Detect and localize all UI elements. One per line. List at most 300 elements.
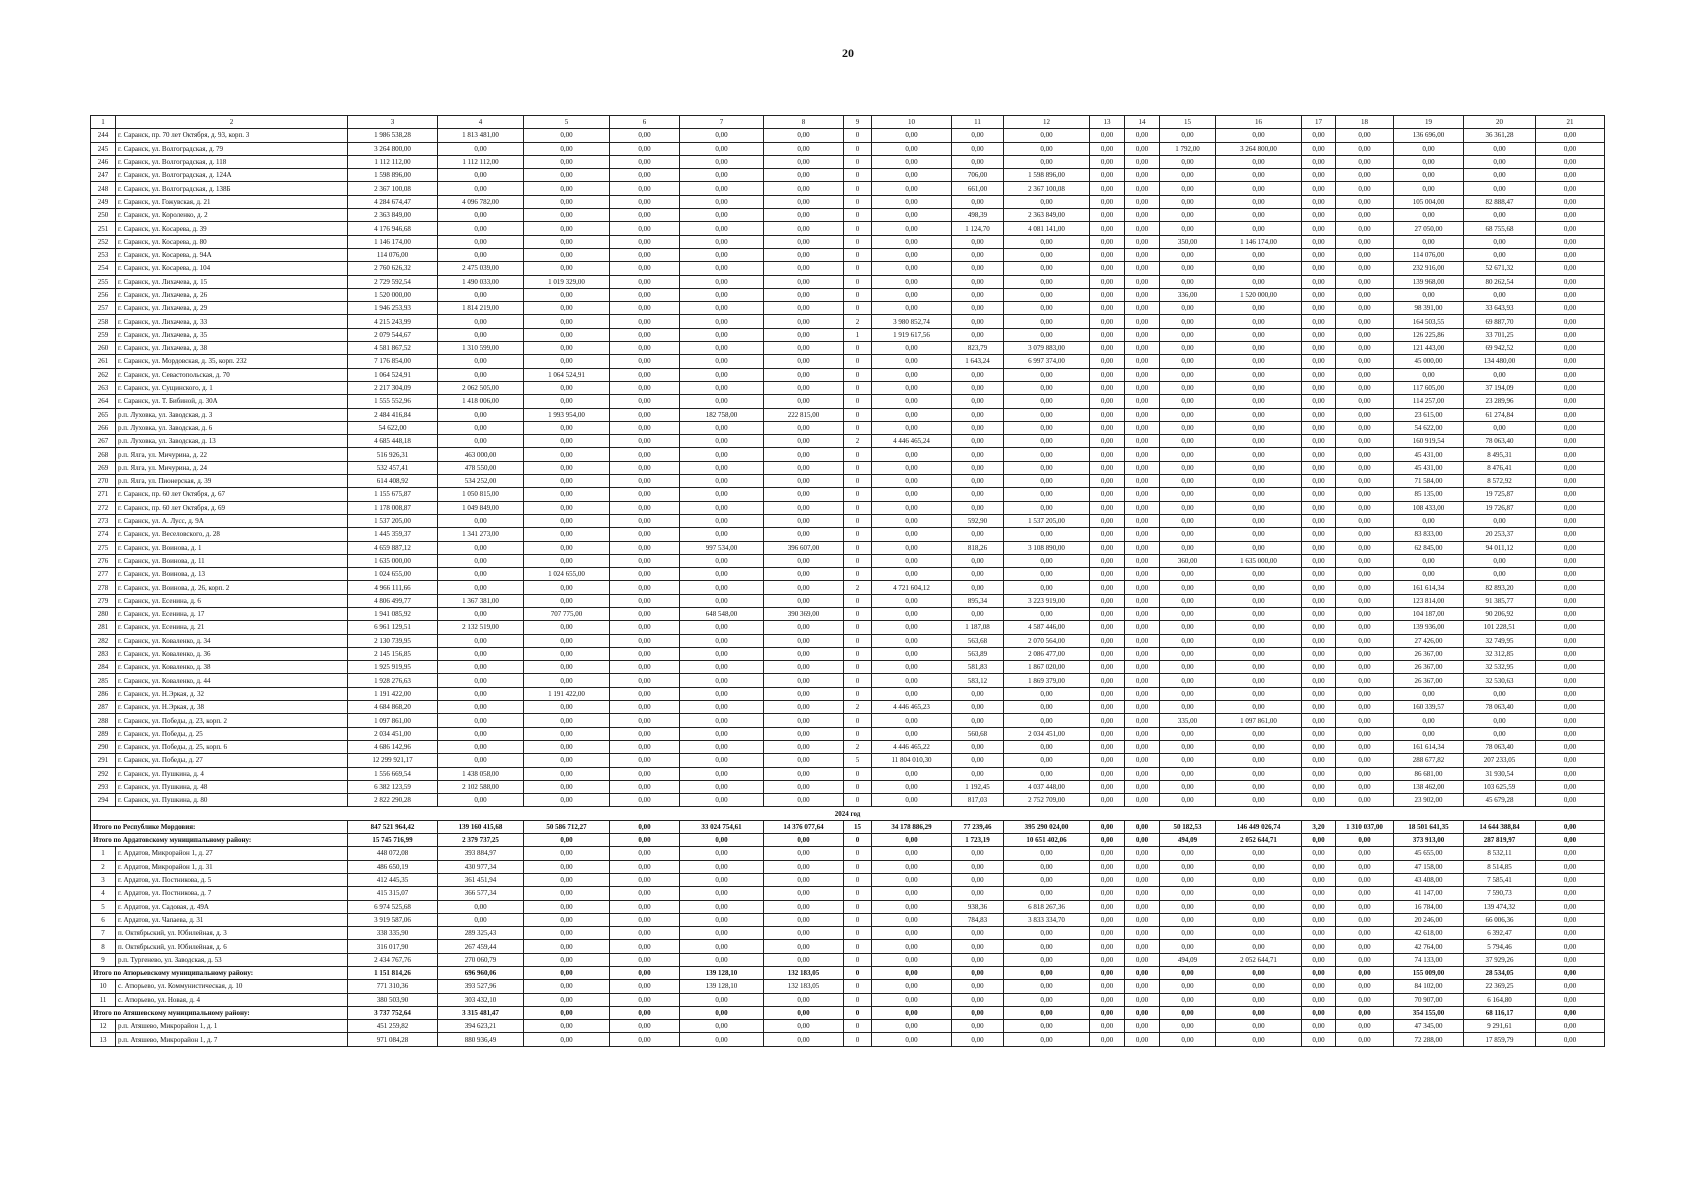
value-cell: 0,00: [1004, 262, 1090, 275]
value-cell: 0,00: [1160, 155, 1216, 168]
value-cell: 0,00: [1004, 328, 1090, 341]
value-cell: 0,00: [1536, 541, 1605, 554]
value-cell: 0,00: [438, 222, 524, 235]
value-cell: 2: [844, 581, 872, 594]
value-cell: 0,00: [1160, 740, 1216, 753]
value-cell: 0,00: [1125, 541, 1160, 554]
subtotal-cell: 0,00: [1536, 1006, 1605, 1019]
subtotal-cell: 132 183,05: [764, 967, 844, 980]
address-cell: г. Саранск, ул. Пушкина, д. 48: [116, 780, 348, 793]
value-cell: 0,00: [1336, 381, 1394, 394]
value-cell: 8 532,11: [1464, 847, 1536, 860]
value-cell: 0,00: [1336, 248, 1394, 261]
value-cell: 0,00: [1336, 780, 1394, 793]
value-cell: 8 572,92: [1464, 475, 1536, 488]
value-cell: 0,00: [1336, 701, 1394, 714]
value-cell: 0,00: [952, 554, 1004, 567]
value-cell: 1 598 896,00: [1004, 169, 1090, 182]
value-cell: 0,00: [1090, 129, 1125, 142]
value-cell: 0,00: [1336, 195, 1394, 208]
value-cell: 0,00: [1090, 342, 1125, 355]
row-number: 2: [91, 860, 116, 873]
address-cell: г. Саранск, ул. Пушкина, д. 4: [116, 767, 348, 780]
value-cell: 0,00: [1004, 408, 1090, 421]
value-cell: 0,00: [610, 687, 680, 700]
subtotal-cell: 3,20: [1302, 820, 1336, 833]
value-cell: 0,00: [1302, 687, 1336, 700]
subtotal-cell: 0,00: [1302, 834, 1336, 847]
value-cell: 0,00: [524, 940, 610, 953]
subtotal-cell: 0,00: [1125, 1006, 1160, 1019]
value-cell: 0,00: [1216, 607, 1302, 620]
value-cell: 0,00: [1302, 594, 1336, 607]
value-cell: 0,00: [610, 475, 680, 488]
value-cell: 0,00: [1336, 740, 1394, 753]
value-cell: 0,00: [1160, 634, 1216, 647]
value-cell: 0,00: [1160, 248, 1216, 261]
value-cell: 0,00: [1216, 900, 1302, 913]
value-cell: 0,00: [1125, 315, 1160, 328]
value-cell: 0,00: [1125, 514, 1160, 527]
value-cell: 0,00: [764, 873, 844, 886]
value-cell: 0,00: [1216, 435, 1302, 448]
subtotal-cell: 0: [844, 1006, 872, 1019]
value-cell: 581,83: [952, 661, 1004, 674]
value-cell: 0,00: [1216, 767, 1302, 780]
value-cell: 0,00: [764, 222, 844, 235]
subtotal-cell: 847 521 964,42: [348, 820, 438, 833]
value-cell: 0,00: [1160, 368, 1216, 381]
value-cell: 86 681,00: [1394, 767, 1464, 780]
value-cell: 0,00: [1090, 927, 1125, 940]
value-cell: 1 490 033,00: [438, 275, 524, 288]
column-number: 5: [524, 116, 610, 129]
value-cell: 0,00: [1336, 129, 1394, 142]
value-cell: 0,00: [1336, 488, 1394, 501]
value-cell: 0,00: [1302, 195, 1336, 208]
subtotal-cell: 0,00: [524, 1006, 610, 1019]
value-cell: 0,00: [1302, 847, 1336, 860]
value-cell: 0,00: [610, 288, 680, 301]
value-cell: 0,00: [524, 714, 610, 727]
value-cell: 0,00: [1536, 488, 1605, 501]
value-cell: 0,00: [610, 342, 680, 355]
value-cell: 0,00: [872, 847, 952, 860]
value-cell: 0,00: [1336, 754, 1394, 767]
value-cell: 0,00: [1004, 435, 1090, 448]
value-cell: 0,00: [952, 501, 1004, 514]
value-cell: 0,00: [1004, 980, 1090, 993]
value-cell: 0: [844, 155, 872, 168]
value-cell: 0,00: [1216, 315, 1302, 328]
value-cell: 4 659 887,12: [348, 541, 438, 554]
table-row: [91, 129, 1605, 142]
address-cell: р.п. Луховка, ул. Заводская, д. 6: [116, 421, 348, 434]
value-cell: 0,00: [1090, 727, 1125, 740]
row-number: 5: [91, 900, 116, 913]
value-cell: 0,00: [524, 1033, 610, 1046]
value-cell: 104 187,00: [1394, 607, 1464, 620]
value-cell: 0,00: [1216, 209, 1302, 222]
address-cell: г. Саранск, ул. Лихачева, д. 29: [116, 302, 348, 315]
value-cell: 0,00: [1536, 767, 1605, 780]
value-cell: 0,00: [1090, 701, 1125, 714]
value-cell: 0,00: [524, 701, 610, 714]
value-cell: 0,00: [680, 262, 764, 275]
value-cell: 0,00: [872, 248, 952, 261]
value-cell: 448 072,08: [348, 847, 438, 860]
value-cell: 0,00: [1125, 142, 1160, 155]
value-cell: 1 024 655,00: [524, 568, 610, 581]
table-row: [91, 514, 1605, 527]
value-cell: 0,00: [524, 860, 610, 873]
value-cell: 0,00: [872, 953, 952, 966]
value-cell: 0,00: [764, 488, 844, 501]
subtotal-cell: 0,00: [1125, 834, 1160, 847]
value-cell: 0,00: [952, 607, 1004, 620]
address-cell: г. Саранск, ул. А. Лусс, д. 9А: [116, 514, 348, 527]
subtotal-cell: 139 128,10: [680, 967, 764, 980]
value-cell: 0: [844, 222, 872, 235]
value-cell: 0,00: [1216, 368, 1302, 381]
subtotal-cell: 155 009,00: [1394, 967, 1464, 980]
value-cell: 0,00: [952, 435, 1004, 448]
value-cell: 0,00: [524, 847, 610, 860]
value-cell: 43 408,00: [1394, 873, 1464, 886]
value-cell: 361 451,94: [438, 873, 524, 886]
value-cell: 0,00: [1216, 887, 1302, 900]
value-cell: 0,00: [1160, 727, 1216, 740]
value-cell: 0,00: [1004, 248, 1090, 261]
value-cell: 0,00: [524, 873, 610, 886]
value-cell: 0,00: [1160, 275, 1216, 288]
value-cell: 0,00: [764, 368, 844, 381]
value-cell: 47 345,00: [1394, 1020, 1464, 1033]
value-cell: 23 902,00: [1394, 794, 1464, 807]
table-row: [91, 621, 1605, 634]
value-cell: 0,00: [1302, 980, 1336, 993]
value-cell: 0,00: [1536, 1020, 1605, 1033]
value-cell: 0,00: [1125, 873, 1160, 886]
value-cell: 0,00: [1125, 554, 1160, 567]
value-cell: 0,00: [1302, 993, 1336, 1006]
value-cell: 0,00: [1004, 275, 1090, 288]
address-cell: р.п. Тургенево, ул. Заводская, д. 53: [116, 953, 348, 966]
value-cell: 0,00: [764, 302, 844, 315]
value-cell: 1 555 552,96: [348, 395, 438, 408]
value-cell: 592,90: [952, 514, 1004, 527]
value-cell: 0,00: [1536, 953, 1605, 966]
value-cell: 19 726,87: [1464, 501, 1536, 514]
value-cell: 0,00: [1160, 435, 1216, 448]
value-cell: 6 164,80: [1464, 993, 1536, 1006]
value-cell: 0,00: [1536, 661, 1605, 674]
value-cell: 0,00: [1464, 288, 1536, 301]
value-cell: 0,00: [1090, 568, 1125, 581]
value-cell: 0,00: [1090, 607, 1125, 620]
value-cell: 0,00: [872, 395, 952, 408]
value-cell: 0,00: [1336, 302, 1394, 315]
value-cell: 0,00: [438, 435, 524, 448]
value-cell: 91 385,77: [1464, 594, 1536, 607]
value-cell: 0,00: [952, 767, 1004, 780]
value-cell: 0,00: [1125, 661, 1160, 674]
address-cell: г. Саранск, ул. Победы, д. 25, корп. 6: [116, 740, 348, 753]
value-cell: 105 004,00: [1394, 195, 1464, 208]
address-cell: г. Саранск, ул. Воинова, д. 1: [116, 541, 348, 554]
value-cell: 0,00: [764, 235, 844, 248]
value-cell: 0,00: [1536, 754, 1605, 767]
subtotal-cell: 0,00: [1536, 834, 1605, 847]
value-cell: 0,00: [764, 395, 844, 408]
value-cell: 478 550,00: [438, 461, 524, 474]
table-row: [91, 408, 1605, 421]
value-cell: 0,00: [1216, 687, 1302, 700]
value-cell: 0,00: [524, 262, 610, 275]
value-cell: 0,00: [1336, 1020, 1394, 1033]
value-cell: 2 822 290,28: [348, 794, 438, 807]
value-cell: 0,00: [680, 142, 764, 155]
value-cell: 0: [844, 953, 872, 966]
value-cell: 0,00: [1160, 262, 1216, 275]
value-cell: 0,00: [610, 873, 680, 886]
value-cell: 0,00: [438, 368, 524, 381]
value-cell: 0,00: [1536, 847, 1605, 860]
value-cell: 0,00: [610, 594, 680, 607]
value-cell: 1 792,00: [1160, 142, 1216, 155]
value-cell: 0,00: [680, 847, 764, 860]
value-cell: 1 635 000,00: [348, 554, 438, 567]
value-cell: 1 367 381,00: [438, 594, 524, 607]
value-cell: 0,00: [1536, 209, 1605, 222]
value-cell: 0: [844, 661, 872, 674]
value-cell: 0,00: [764, 514, 844, 527]
value-cell: 0,00: [1536, 315, 1605, 328]
value-cell: 0: [844, 355, 872, 368]
value-cell: 0,00: [1536, 195, 1605, 208]
value-cell: 0,00: [872, 169, 952, 182]
value-cell: 0,00: [1160, 1020, 1216, 1033]
value-cell: 0,00: [764, 475, 844, 488]
subtotal-label: Итого по Ардатовскому муниципальному району:: [91, 834, 348, 847]
value-cell: 0,00: [438, 674, 524, 687]
subtotal-cell: 139 160 415,68: [438, 820, 524, 833]
value-cell: 0,00: [1090, 262, 1125, 275]
value-cell: 563,89: [952, 647, 1004, 660]
value-cell: 0,00: [1216, 568, 1302, 581]
value-cell: 0,00: [1536, 169, 1605, 182]
address-cell: г. Саранск, ул. Волгоградская, д. 79: [116, 142, 348, 155]
value-cell: 661,00: [952, 182, 1004, 195]
value-cell: 0,00: [1090, 794, 1125, 807]
value-cell: 0,00: [524, 621, 610, 634]
value-cell: 0,00: [438, 355, 524, 368]
address-cell: р.п. Ялга, ул. Мичурина, д. 24: [116, 461, 348, 474]
value-cell: 0,00: [610, 621, 680, 634]
address-cell: г. Саранск, ул. Сущинского, д. 1: [116, 381, 348, 394]
value-cell: 78 063,40: [1464, 701, 1536, 714]
value-cell: 4 284 674,47: [348, 195, 438, 208]
value-cell: 0,00: [680, 661, 764, 674]
value-cell: 0,00: [1394, 727, 1464, 740]
value-cell: 0,00: [524, 395, 610, 408]
row-number: 10: [91, 980, 116, 993]
value-cell: 0: [844, 448, 872, 461]
subtotal-cell: 3 737 752,64: [348, 1006, 438, 1019]
subtotal-cell: 0,00: [872, 1006, 952, 1019]
value-cell: 0,00: [1125, 381, 1160, 394]
value-cell: 0,00: [610, 248, 680, 261]
value-cell: 0,00: [680, 501, 764, 514]
value-cell: 2 070 564,00: [1004, 634, 1090, 647]
value-cell: 0,00: [764, 661, 844, 674]
value-cell: 1 813 481,00: [438, 129, 524, 142]
value-cell: 161 614,34: [1394, 581, 1464, 594]
value-cell: 0,00: [872, 209, 952, 222]
value-cell: 1 867 020,00: [1004, 661, 1090, 674]
value-cell: 0,00: [1125, 328, 1160, 341]
value-cell: 0,00: [764, 913, 844, 926]
value-cell: 3 919 587,06: [348, 913, 438, 926]
value-cell: 0,00: [872, 155, 952, 168]
address-cell: г. Саранск, ул. Воинова, д. 13: [116, 568, 348, 581]
address-cell: п. Октябрьский, ул. Юбилейная, д. 3: [116, 927, 348, 940]
value-cell: 0,00: [1302, 355, 1336, 368]
subtotal-cell: 0,00: [1216, 967, 1302, 980]
value-cell: 0,00: [1536, 701, 1605, 714]
value-cell: 0,00: [1216, 475, 1302, 488]
value-cell: 0,00: [1125, 461, 1160, 474]
value-cell: 0,00: [680, 860, 764, 873]
value-cell: 0,00: [1302, 554, 1336, 567]
value-cell: 0,00: [1302, 288, 1336, 301]
value-cell: 12 299 921,17: [348, 754, 438, 767]
value-cell: 614 408,92: [348, 475, 438, 488]
subtotal-cell: 0,00: [1302, 967, 1336, 980]
value-cell: 0,00: [1160, 568, 1216, 581]
value-cell: 0,00: [1216, 594, 1302, 607]
address-cell: г. Саранск, ул. Веселовского, д. 28: [116, 528, 348, 541]
value-cell: 0,00: [610, 461, 680, 474]
value-cell: 0,00: [1302, 953, 1336, 966]
value-cell: 0,00: [524, 315, 610, 328]
subtotal-cell: 15: [844, 820, 872, 833]
value-cell: 2: [844, 435, 872, 448]
subtotal-cell: 146 449 026,74: [1216, 820, 1302, 833]
value-cell: 117 605,00: [1394, 381, 1464, 394]
value-cell: 0,00: [680, 754, 764, 767]
value-cell: 0,00: [1090, 328, 1125, 341]
row-number: 253: [91, 248, 116, 261]
value-cell: 0,00: [1004, 607, 1090, 620]
value-cell: 0,00: [1216, 754, 1302, 767]
value-cell: 0,00: [952, 155, 1004, 168]
row-number: 294: [91, 794, 116, 807]
value-cell: 0,00: [1160, 488, 1216, 501]
address-cell: с. Атюрьево, ул. Новая, д. 4: [116, 993, 348, 1006]
value-cell: 36 361,28: [1464, 129, 1536, 142]
value-cell: 0: [844, 129, 872, 142]
value-cell: 0,00: [1004, 554, 1090, 567]
value-cell: 0,00: [872, 714, 952, 727]
column-number: 13: [1090, 116, 1125, 129]
value-cell: 2 367 100,08: [348, 182, 438, 195]
subtotal-cell: 0,00: [680, 1006, 764, 1019]
value-cell: 114 076,00: [348, 248, 438, 261]
value-cell: 0,00: [610, 887, 680, 900]
value-cell: 2 034 451,00: [348, 727, 438, 740]
value-cell: 0,00: [1464, 687, 1536, 700]
value-cell: 0,00: [680, 568, 764, 581]
value-cell: 0,00: [680, 421, 764, 434]
value-cell: 0,00: [1336, 647, 1394, 660]
table-row: [91, 554, 1605, 567]
value-cell: 0,00: [524, 780, 610, 793]
row-number: 291: [91, 754, 116, 767]
row-number: 254: [91, 262, 116, 275]
row-number: 266: [91, 421, 116, 434]
value-cell: 20 253,37: [1464, 528, 1536, 541]
value-cell: 33 701,25: [1464, 328, 1536, 341]
row-number: 270: [91, 475, 116, 488]
value-cell: 6 382 123,59: [348, 780, 438, 793]
value-cell: 0,00: [610, 1020, 680, 1033]
value-cell: 2 034 451,00: [1004, 727, 1090, 740]
value-cell: 0,00: [1004, 993, 1090, 1006]
value-cell: 0,00: [1216, 155, 1302, 168]
value-cell: 0,00: [610, 209, 680, 222]
value-cell: 0,00: [1464, 421, 1536, 434]
value-cell: 350,00: [1160, 235, 1216, 248]
value-cell: 1 946 253,93: [348, 302, 438, 315]
address-cell: г. Саранск, ул. Косарева, д. 104: [116, 262, 348, 275]
value-cell: 0,00: [610, 927, 680, 940]
value-cell: 0,00: [1536, 288, 1605, 301]
value-cell: 0: [844, 927, 872, 940]
value-cell: 0,00: [764, 528, 844, 541]
value-cell: 0,00: [872, 647, 952, 660]
value-cell: 0,00: [1302, 873, 1336, 886]
value-cell: 0,00: [1090, 408, 1125, 421]
value-cell: 0,00: [1536, 554, 1605, 567]
subtotal-row: [91, 967, 1605, 980]
value-cell: 0: [844, 421, 872, 434]
value-cell: 0,00: [524, 182, 610, 195]
value-cell: 0,00: [1125, 980, 1160, 993]
subtotal-cell: 395 290 024,00: [1004, 820, 1090, 833]
value-cell: 0,00: [1004, 488, 1090, 501]
table-row: [91, 913, 1605, 926]
subtotal-cell: 3 315 481,47: [438, 1006, 524, 1019]
value-cell: 0,00: [1216, 541, 1302, 554]
value-cell: 0,00: [1216, 1020, 1302, 1033]
value-cell: 0,00: [764, 568, 844, 581]
table-row: [91, 607, 1605, 620]
value-cell: 0,00: [872, 873, 952, 886]
value-cell: 0,00: [1216, 222, 1302, 235]
value-cell: 0,00: [680, 581, 764, 594]
value-cell: 0,00: [524, 488, 610, 501]
table-row: [91, 381, 1605, 394]
value-cell: 0,00: [1090, 315, 1125, 328]
value-cell: 0,00: [1090, 395, 1125, 408]
value-cell: 32 530,63: [1464, 674, 1536, 687]
address-cell: г. Саранск, ул. Волгоградская, д. 124А: [116, 169, 348, 182]
value-cell: 0,00: [1160, 528, 1216, 541]
value-cell: 0,00: [872, 780, 952, 793]
subtotal-cell: 0,00: [680, 834, 764, 847]
value-cell: 0,00: [1090, 222, 1125, 235]
